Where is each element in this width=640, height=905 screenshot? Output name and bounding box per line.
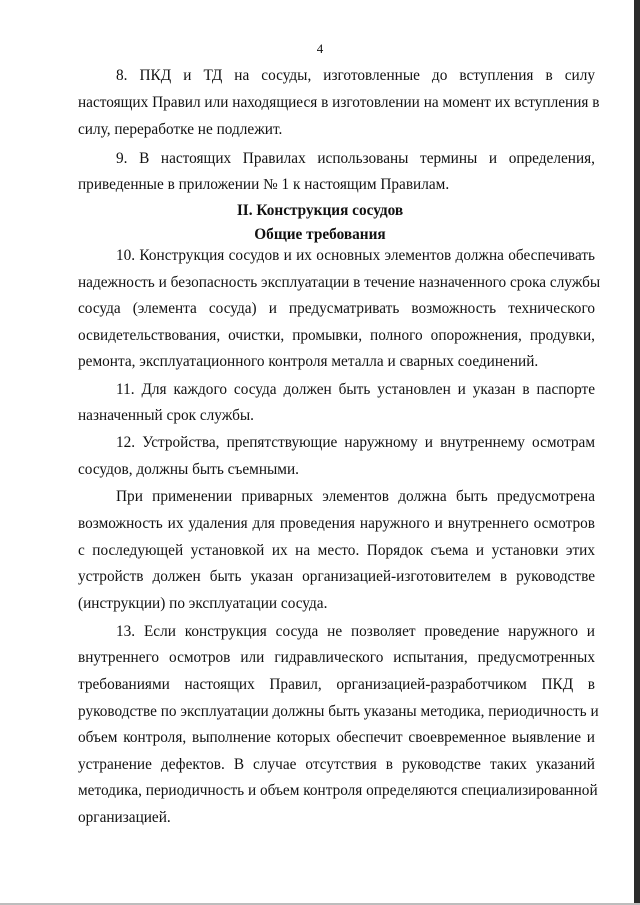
para-10-line: сосуда (элемента сосуда) и предусматривать возможность технического xyxy=(78,300,595,317)
para-10-line: надежность и безопасность эксплуатации в течение назначенного срока службы xyxy=(78,274,601,291)
para-12b-line: с последующей установкой их на место. Порядок съема и установки этих xyxy=(78,542,595,559)
para-9-line: 9. В настоящих Правилах использованы термины и определения, xyxy=(116,150,595,167)
para-13-line: методика, периодичность и объем контроля определяются специализированной xyxy=(78,782,598,799)
para-8-line: силу, переработке не подлежит. xyxy=(78,121,283,138)
section-title: II. Конструкция сосудов xyxy=(236,202,404,219)
para-8-line: настоящих Правил или находящиеся в изготовлении на момент их вступления в xyxy=(78,94,600,111)
para-13-line: объем контроля, выполнение которых обеспечит своевременное выявление и xyxy=(78,729,595,746)
para-12-line: сосудов, должны быть съемными. xyxy=(78,461,299,478)
para-12b-line: При применении приварных элементов должна быть предусмотрена xyxy=(116,488,595,505)
para-12-line: 12. Устройства, препятствующие наружному и внутреннему осмотрам xyxy=(116,434,595,451)
para-8-line: 8. ПКД и ТД на сосуды, изготовленные до вступления в силу xyxy=(116,67,595,84)
para-13-line: организацией. xyxy=(78,809,171,826)
subsection-title: Общие требования xyxy=(254,226,386,243)
para-9-line: приведенные в приложении № 1 к настоящим Правилам. xyxy=(78,176,450,193)
page-number: 4 xyxy=(316,41,324,56)
para-13-line: требованиями настоящих Правил, организацией-разработчиком ПКД в xyxy=(78,676,595,693)
para-11-line: 11. Для каждого сосуда должен быть установлен и указан в паспорте xyxy=(116,381,595,398)
para-12b-line: (инструкции) по эксплуатации сосуда. xyxy=(78,595,328,612)
para-12b-line: возможность их удаления для проведения наружного и внутреннего осмотров xyxy=(78,515,595,532)
para-10-line: 10. Конструкция сосудов и их основных элементов должна обеспечивать xyxy=(116,247,595,264)
scan-page-edge xyxy=(634,0,640,905)
para-13-line: руководстве по эксплуатации должны быть указаны методика, периодичность и xyxy=(78,703,599,720)
para-11-line: назначенный срок службы. xyxy=(78,407,254,424)
para-13-line: внутреннего осмотров или гидравлического испытания, предусмотренных xyxy=(78,649,595,666)
para-10-line: освидетельствования, очистки, промывки, полного опорожнения, продувки, xyxy=(78,327,595,344)
para-13-line: устранение дефектов. В случае отсутствия в руководстве таких указаний xyxy=(78,756,595,773)
para-12b-line: устройств должен быть указан организацией-изготовителем в руководстве xyxy=(78,568,595,585)
para-10-line: ремонта, эксплуатационного контроля металла и сварных соединений. xyxy=(78,353,539,370)
para-13-line: 13. Если конструкция сосуда не позволяет проведение наружного и xyxy=(116,623,595,640)
